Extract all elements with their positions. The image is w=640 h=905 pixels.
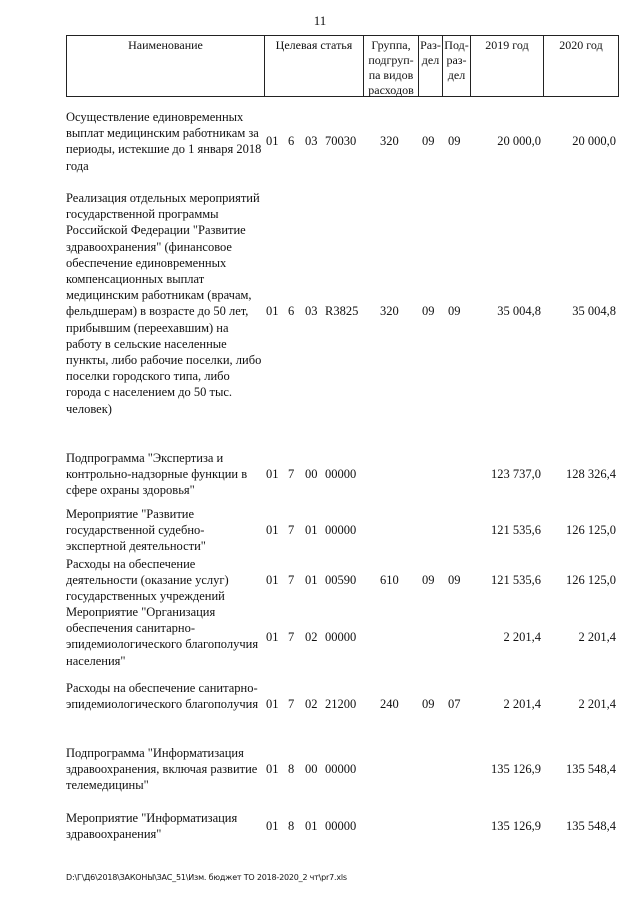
header-subsection: Под-раз-дел [442,35,470,97]
cell-d: R3825 [325,304,359,318]
cell-d: 00000 [325,523,357,537]
row-name: Реализация отдельных мероприятий государственной программы Российской Федерации "Развитие здравоохранения" (финансовое обеспечение единовременных компенсационных выплат медицинским работникам (врачам, фельдшерам) в возрасте до 50 лет, прибывшим (переехавшим) на работу в сельские населенные пункты, либо рабочие поселки, либо поселки городского типа, либо города с населением до 50 тыс. человек) [66,191,262,416]
cell-2019: 135 126,9 [491,762,541,776]
cell-b: 7 [288,523,295,537]
cell-d: 70030 [325,134,357,148]
cell-b: 6 [288,304,295,318]
cell-group: 610 [380,573,399,587]
cell-d: 00000 [325,819,357,833]
cell-a: 01 [266,467,279,481]
header-name: Наименование [66,35,264,97]
cell-d: 00000 [325,762,357,776]
cell-a: 01 [266,630,279,644]
cell-c: 01 [305,573,318,587]
cell-2020: 2 201,4 [578,630,616,644]
cell-a: 01 [266,134,279,148]
page-number: 11 [313,13,327,28]
cell-c: 01 [305,523,318,537]
cell-d: 00000 [325,630,357,644]
cell-2019: 121 535,6 [491,573,541,587]
cell-2020: 128 326,4 [566,467,616,481]
row-name: Подпрограмма "Экспертиза и контрольно-надзорные функции в сфере охраны здоровья" [66,451,248,498]
cell-a: 01 [266,573,279,587]
cell-2019: 35 004,8 [497,304,541,318]
cell-subsection: 09 [448,304,461,318]
cell-a: 01 [266,523,279,537]
cell-d: 21200 [325,697,357,711]
row-name: Расходы на обеспечение деятельности (оказание услуг) государственных учреждений [66,557,229,604]
cell-d: 00590 [325,573,357,587]
header-group: Группа, подгруп-па видов расходов [363,35,418,97]
row-name: Осуществление единовременных выплат медицинским работникам за периоды, истекшие до 1 января 2018 года [66,110,262,173]
cell-b: 8 [288,819,295,833]
cell-c: 02 [305,697,318,711]
cell-c: 01 [305,819,318,833]
cell-subsection: 09 [448,573,461,587]
file-path-footer: D:\Г\Д6\2018\ЗАКОНЫ\ЗАС_51\Изм. бюджет ТО 2018-2020_2 чт\pr7.xls [66,873,347,882]
cell-b: 7 [288,467,295,481]
cell-c: 03 [305,134,318,148]
cell-a: 01 [266,697,279,711]
cell-c: 02 [305,630,318,644]
cell-b: 6 [288,134,295,148]
cell-subsection: 09 [448,134,461,148]
cell-c: 00 [305,467,318,481]
cell-2020: 2 201,4 [578,697,616,711]
cell-c: 00 [305,762,318,776]
cell-a: 01 [266,819,279,833]
cell-a: 01 [266,304,279,318]
row-name: Мероприятие "Развитие государственной судебно-экспертной деятельности" [66,507,206,554]
cell-2019: 2 201,4 [503,630,541,644]
cell-b: 7 [288,573,295,587]
cell-section: 09 [422,573,435,587]
cell-b: 7 [288,697,295,711]
cell-d: 00000 [325,467,357,481]
cell-group: 320 [380,134,399,148]
cell-2019: 135 126,9 [491,819,541,833]
header-2020: 2020 год [543,35,619,97]
table-header [66,35,619,97]
cell-c: 03 [305,304,318,318]
cell-section: 09 [422,304,435,318]
header-target: Целевая статья [264,35,363,97]
cell-b: 7 [288,630,295,644]
cell-2019: 121 535,6 [491,523,541,537]
row-name: Мероприятие "Информатизация здравоохранения" [66,811,238,842]
cell-2020: 135 548,4 [566,762,616,776]
cell-group: 320 [380,304,399,318]
cell-2020: 20 000,0 [572,134,616,148]
cell-2019: 123 737,0 [491,467,541,481]
cell-subsection: 07 [448,697,461,711]
cell-2020: 126 125,0 [566,523,616,537]
cell-2019: 20 000,0 [497,134,541,148]
cell-2020: 35 004,8 [572,304,616,318]
cell-section: 09 [422,134,435,148]
cell-2020: 135 548,4 [566,819,616,833]
row-name: Расходы на обеспечение санитарно-эпидемиологического благополучия [66,681,259,712]
cell-2019: 2 201,4 [503,697,541,711]
header-2019: 2019 год [470,35,543,97]
cell-2020: 126 125,0 [566,573,616,587]
cell-section: 09 [422,697,435,711]
row-name: Мероприятие "Организация обеспечения санитарно-эпидемиологического благополучия населения" [66,605,259,668]
cell-b: 8 [288,762,295,776]
header-section: Раз-дел [418,35,442,97]
cell-a: 01 [266,762,279,776]
row-name: Подпрограмма "Информатизация здравоохранения, включая развитие телемедицины" [66,746,258,793]
cell-group: 240 [380,697,399,711]
